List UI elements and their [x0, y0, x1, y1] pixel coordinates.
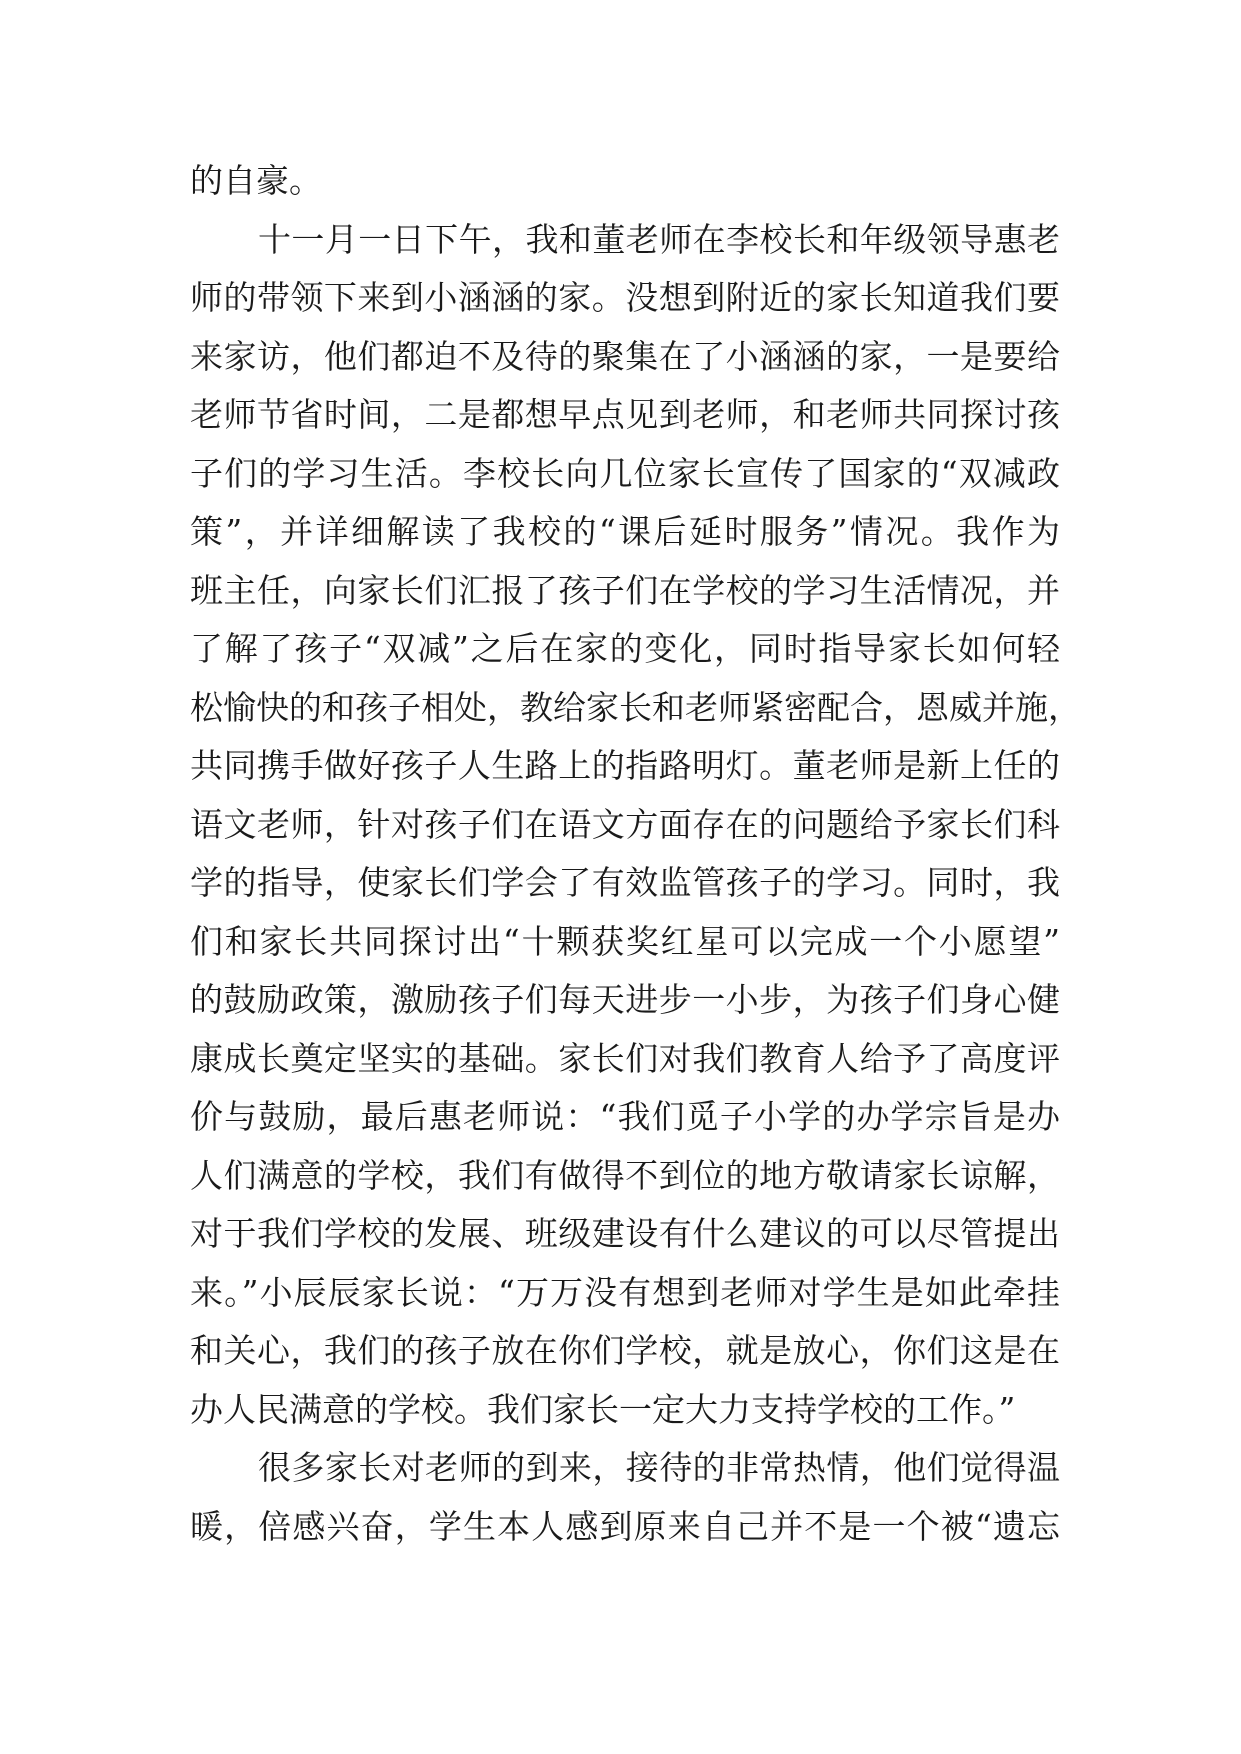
text-line: 暖，倍感兴奋，学生本人感到原来自己并不是一个被“遗忘	[190, 1506, 1060, 1546]
text-line: 十一月一日下午，我和董老师在李校长和年级领导惠老	[258, 219, 1060, 259]
text-line: 对于我们学校的发展、班级建设有什么建议的可以尽管提出	[190, 1214, 1060, 1253]
text-line: 班主任，向家长们汇报了孩子们在学校的学习生活情况，并	[190, 570, 1060, 610]
text-line: 子们的学习生活。李校长向几位家长宣传了国家的“双减政	[190, 453, 1060, 493]
text-line: 师的带领下来到小涵涵的家。没想到附近的家长知道我们要	[190, 278, 1060, 317]
text-line: 学的指导，使家长们学会了有效监管孩子的学习。同时，我	[190, 863, 1060, 902]
text-line: 和关心，我们的孩子放在你们学校，就是放心，你们这是在	[190, 1331, 1060, 1370]
text-line: 们和家长共同探讨出“十颗获奖红星可以完成一个小愿望”	[190, 921, 1060, 961]
text-line: 来家访，他们都迫不及待的聚集在了小涵涵的家，一是要给	[190, 336, 1060, 376]
text-line: 价与鼓励，最后惠老师说：“我们觅子小学的办学宗旨是办	[190, 1097, 1060, 1136]
text-line: 老师节省时间，二是都想早点见到老师，和老师共同探讨孩	[190, 395, 1060, 434]
text-line: 很多家长对老师的到来，接待的非常热情，他们觉得温	[258, 1448, 1060, 1487]
text-line: 松愉快的和孩子相处，教给家长和老师紧密配合，恩威并施，	[190, 687, 1081, 727]
text-line: 来。”小辰辰家长说：“万万没有想到老师对学生是如此牵挂	[190, 1272, 1060, 1312]
text-line: 策”，并详细解读了我校的“课后延时服务”情况。我作为	[190, 512, 1060, 551]
text-line: 了解了孩子“双减”之后在家的变化，同时指导家长如何轻	[190, 629, 1060, 668]
text-line: 的鼓励政策，激励孩子们每天进步一小步，为孩子们身心健	[190, 980, 1060, 1019]
text-line: 人们满意的学校，我们有做得不到位的地方敬请家长谅解，	[190, 1155, 1060, 1195]
text-line: 共同携手做好孩子人生路上的指路明灯。董老师是新上任的	[190, 746, 1060, 785]
text-line: 办人民满意的学校。我们家长一定大力支持学校的工作。”	[190, 1389, 1016, 1429]
text-line: 语文老师，针对孩子们在语文方面存在的问题给予家长们科	[190, 804, 1060, 844]
body-text	[190, 152, 1081, 1556]
text-line: 的自豪。	[190, 161, 322, 200]
text-line: 康成长奠定坚实的基础。家长们对我们教育人给予了高度评	[190, 1038, 1060, 1078]
